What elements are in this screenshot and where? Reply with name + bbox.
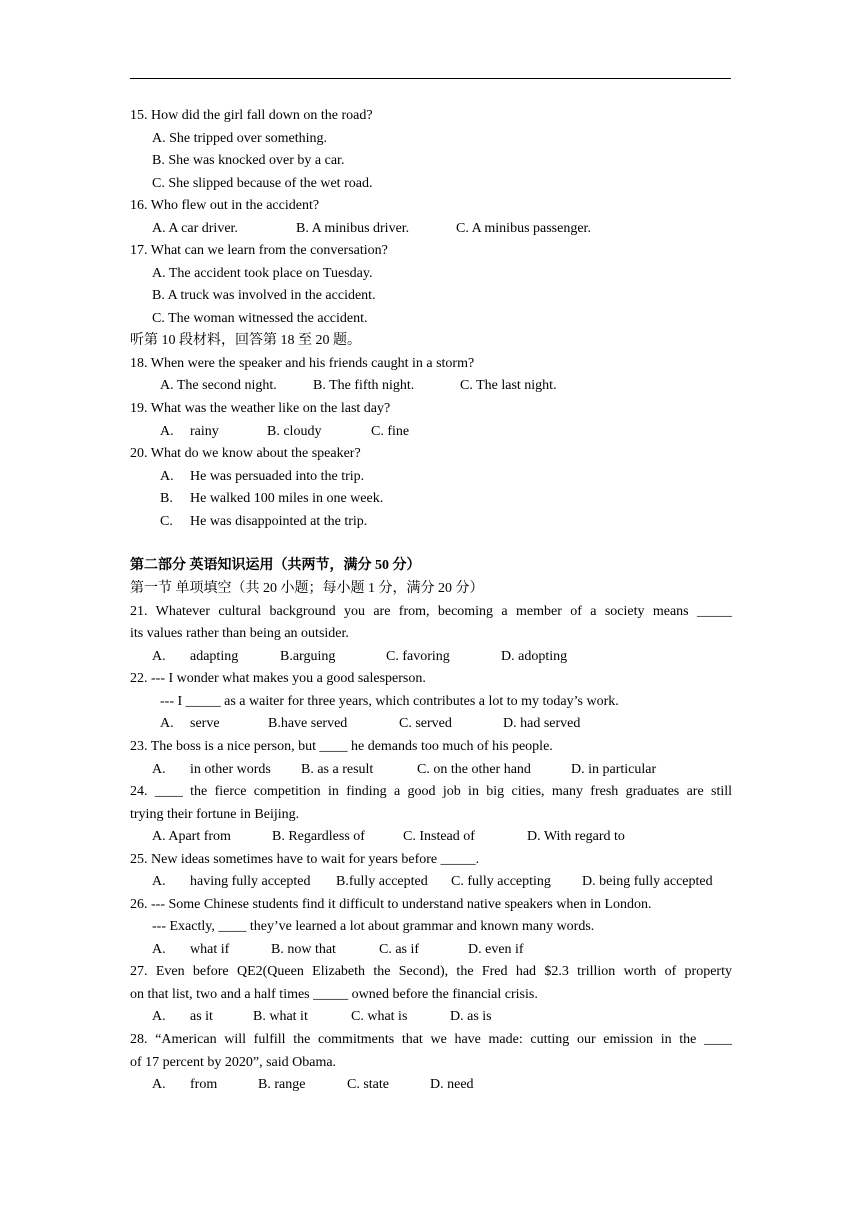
option-26c: C. as if bbox=[379, 942, 420, 957]
option-25a-letter: A. bbox=[152, 874, 166, 889]
option-22b: B.have served bbox=[268, 716, 348, 731]
option-22a-letter: A. bbox=[160, 716, 174, 731]
question-22-line-2: --- I _____ as a waiter for three years, which contributes a lot to my today’s work. bbox=[160, 694, 619, 709]
question-28-line-2: of 17 percent by 2020”, said Obama. bbox=[130, 1055, 337, 1070]
option-24b: B. Regardless of bbox=[272, 829, 365, 844]
option-23b: B. as a result bbox=[301, 762, 374, 777]
question-17: 17. What can we learn from the conversation? bbox=[130, 243, 388, 258]
option-27b: B. what it bbox=[253, 1009, 308, 1024]
option-17b: B. A truck was involved in the accident. bbox=[152, 288, 376, 303]
question-27-line-2: on that list, two and a half times _____ owned before the financial crisis. bbox=[130, 987, 538, 1002]
question-21-line-2: its values rather than being an outsider. bbox=[130, 626, 349, 641]
option-22d: D. had served bbox=[503, 716, 581, 731]
option-18c: C. The last night. bbox=[460, 378, 557, 393]
option-28a-letter: A. bbox=[152, 1077, 166, 1092]
option-20c: He was disappointed at the trip. bbox=[190, 514, 368, 529]
option-22c: C. served bbox=[399, 716, 452, 731]
option-26a-letter: A. bbox=[152, 942, 166, 957]
option-27a-letter: A. bbox=[152, 1009, 166, 1024]
option-25c: C. fully accepting bbox=[451, 874, 551, 889]
option-26d: D. even if bbox=[468, 942, 524, 957]
option-28d: D. need bbox=[430, 1077, 474, 1092]
question-18: 18. When were the speaker and his friends caught in a storm? bbox=[130, 356, 475, 371]
option-16c: C. A minibus passenger. bbox=[456, 221, 591, 236]
option-23a: in other words bbox=[190, 762, 271, 777]
option-27a: as it bbox=[190, 1009, 213, 1024]
option-21c: C. favoring bbox=[386, 649, 450, 664]
option-27c: C. what is bbox=[351, 1009, 408, 1024]
option-24c: C. Instead of bbox=[403, 829, 475, 844]
option-21a-letter: A. bbox=[152, 649, 166, 664]
option-17a: A. The accident took place on Tuesday. bbox=[152, 266, 373, 281]
option-19b: B. cloudy bbox=[267, 424, 322, 439]
question-15: 15. How did the girl fall down on the road? bbox=[130, 108, 373, 123]
option-24a: A. Apart from bbox=[152, 829, 231, 844]
option-20a-letter: A. bbox=[160, 469, 174, 484]
part-2-heading: 第二部分 英语知识运用（共两节，满分 50 分） bbox=[130, 558, 421, 573]
option-18a: A. The second night. bbox=[160, 378, 277, 393]
option-21b: B.arguing bbox=[280, 649, 336, 664]
option-25d: D. being fully accepted bbox=[582, 874, 713, 889]
option-27d: D. as is bbox=[450, 1009, 492, 1024]
option-26a: what if bbox=[190, 942, 230, 957]
option-23a-letter: A. bbox=[152, 762, 166, 777]
option-22a: serve bbox=[190, 716, 220, 731]
option-26b: B. now that bbox=[271, 942, 336, 957]
option-15b: B. She was knocked over by a car. bbox=[152, 153, 345, 168]
option-17c: C. The woman witnessed the accident. bbox=[152, 311, 368, 326]
option-28b: B. range bbox=[258, 1077, 306, 1092]
question-24-line-1: 24. ____ the fierce competition in finding a good job in big cities, many fresh graduates are still bbox=[130, 784, 732, 799]
question-25: 25. New ideas sometimes have to wait for years before _____. bbox=[130, 852, 480, 867]
question-27-line-1: 27. Even before QE2(Queen Elizabeth the Second), the Fred had $2.3 trillion worth of property bbox=[130, 964, 732, 979]
option-28a: from bbox=[190, 1077, 218, 1092]
option-21d: D. adopting bbox=[501, 649, 568, 664]
option-19c: C. fine bbox=[371, 424, 410, 439]
option-16a: A. A car driver. bbox=[152, 221, 238, 236]
option-21a: adapting bbox=[190, 649, 239, 664]
option-15a: A. She tripped over something. bbox=[152, 131, 327, 146]
option-19a: rainy bbox=[190, 424, 219, 439]
section-1-heading: 第一节 单项填空（共 20 小题；每小题 1 分，满分 20 分） bbox=[130, 581, 484, 596]
option-20b: He walked 100 miles in one week. bbox=[190, 491, 384, 506]
question-16: 16. Who flew out in the accident? bbox=[130, 198, 320, 213]
option-18b: B. The fifth night. bbox=[313, 378, 415, 393]
option-19a-letter: A. bbox=[160, 424, 174, 439]
question-21-line-1: 21. Whatever cultural background you are from, becoming a member of a society means _____ bbox=[130, 604, 732, 619]
option-20c-letter: C. bbox=[160, 514, 173, 529]
question-20: 20. What do we know about the speaker? bbox=[130, 446, 361, 461]
header-rule bbox=[130, 78, 731, 79]
question-19: 19. What was the weather like on the last day? bbox=[130, 401, 391, 416]
section-10-instruction: 听第 10 段材料，回答第 18 至 20 题。 bbox=[130, 333, 361, 348]
option-16b: B. A minibus driver. bbox=[296, 221, 410, 236]
question-26-line-2: --- Exactly, ____ they’ve learned a lot about grammar and known many words. bbox=[152, 919, 595, 934]
option-24d: D. With regard to bbox=[527, 829, 625, 844]
question-24-line-2: trying their fortune in Beijing. bbox=[130, 807, 300, 822]
option-23d: D. in particular bbox=[571, 762, 657, 777]
question-26-line-1: 26. --- Some Chinese students find it difficult to understand native speakers when in London. bbox=[130, 897, 652, 912]
option-25b: B.fully accepted bbox=[336, 874, 428, 889]
question-28-line-1: 28. “American will fulfill the commitments that we have made: cutting our emission in the ____ bbox=[130, 1032, 732, 1047]
question-22-line-1: 22. --- I wonder what makes you a good salesperson. bbox=[130, 671, 426, 686]
option-28c: C. state bbox=[347, 1077, 389, 1092]
question-23: 23. The boss is a nice person, but ____ he demands too much of his people. bbox=[130, 739, 553, 754]
option-25a: having fully accepted bbox=[190, 874, 311, 889]
option-20a: He was persuaded into the trip. bbox=[190, 469, 365, 484]
option-20b-letter: B. bbox=[160, 491, 173, 506]
option-15c: C. She slipped because of the wet road. bbox=[152, 176, 373, 191]
option-23c: C. on the other hand bbox=[417, 762, 531, 777]
